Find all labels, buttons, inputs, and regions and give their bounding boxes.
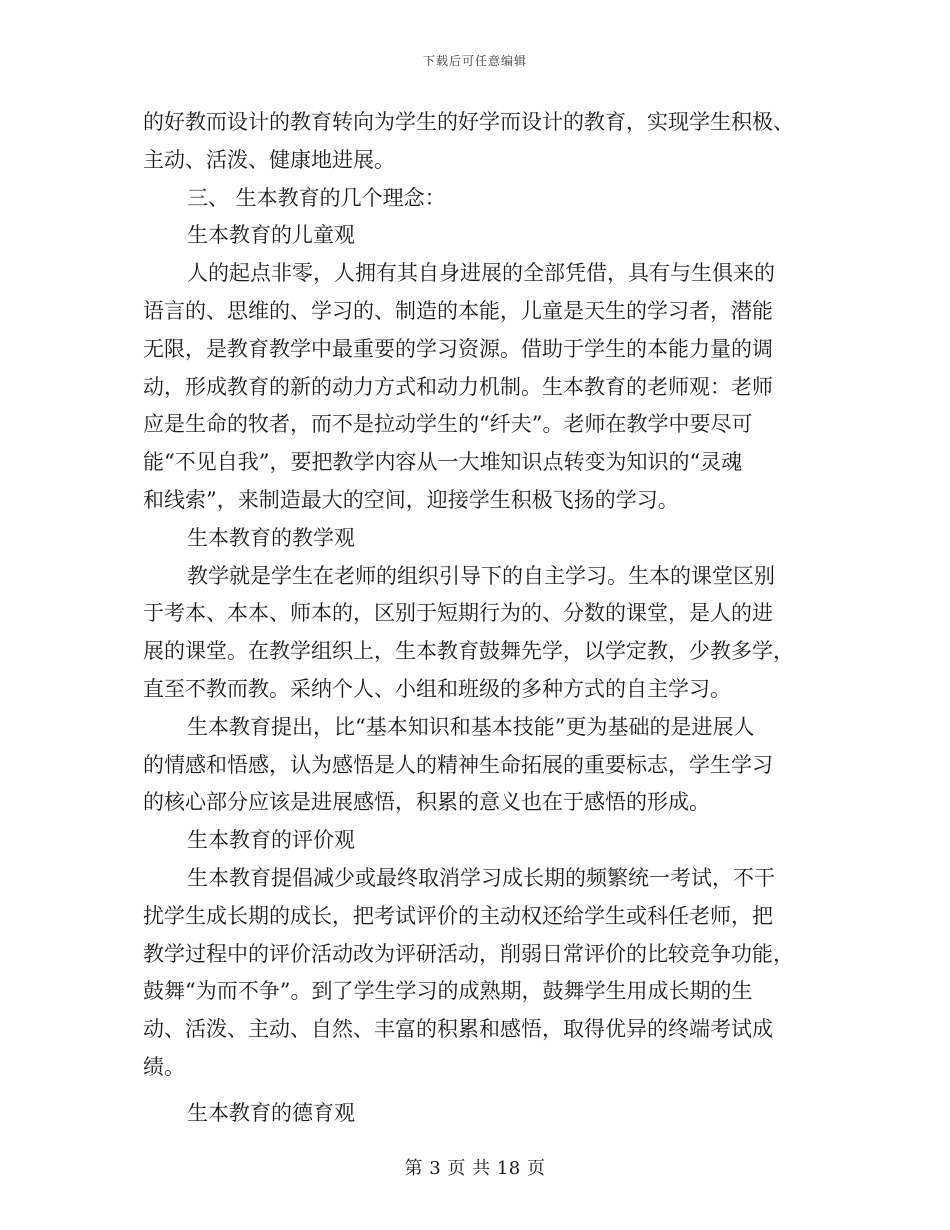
text-line: 展的课堂。在教学组织上，生本教育鼓舞先学，以学定教，少教多学， (143, 639, 794, 664)
text-line: 无限，是教育教学中最重要的学习资源。借助于学生的本能力量的调 (143, 336, 773, 361)
text-line: 教学过程中的评价活动改为评研活动，削弱日常评价的比较竞争功能， (143, 941, 794, 966)
text-line: 主动、活泼、健康地进展。 (143, 147, 395, 172)
text-line: 生本教育的评价观 (187, 828, 355, 853)
text-line: 教学就是学生在老师的组织引导下的自主学习。生本的课堂区别 (187, 563, 775, 588)
text-line: 的情感和悟感，认为感悟是人的精神生命拓展的重要标志，学生学习 (143, 752, 773, 777)
text-line: 于考本、本本、师本的，区别于短期行为的、分数的课堂，是人的进 (143, 601, 773, 626)
text-line: 生本教育的儿童观 (187, 223, 355, 248)
text-line: 三、 生本教育的几个理念： (187, 185, 446, 210)
page-number-footer: 第 3 页 共 18 页 (404, 1158, 546, 1179)
text-line: 直至不教而教。采纳个人、小组和班级的多种方式的自主学习。 (143, 676, 731, 701)
text-line: 能“不见自我”，要把教学内容从一大堆知识点转变为知识的“灵魂 (143, 450, 743, 475)
text-line: 生本教育提出，比“基本知识和基本技能”更为基础的是进展人 (187, 714, 755, 739)
text-line: 和线索”，来制造最大的空间，迎接学生积极飞扬的学习。 (143, 487, 679, 512)
paragraph-gap (143, 1087, 813, 1095)
text-line: 鼓舞“为而不争”。到了学生学习的成熟期，鼓舞学生用成长期的生 (143, 979, 753, 1004)
text-line: 绩。 (143, 1054, 185, 1079)
text-line: 生本教育的教学观 (187, 525, 355, 550)
text-line: 语言的、思维的、学习的、制造的本能，儿童是天生的学习者，潜能 (143, 298, 773, 323)
text-line: 人的起点非零，人拥有其自身进展的全部凭借，具有与生俱来的 (187, 261, 775, 286)
document-body (143, 104, 813, 1133)
text-line: 的核心部分应该是进展感悟，积累的意义也在于感悟的形成。 (143, 790, 710, 815)
text-line: 生本教育提倡减少或最终取消学习成长期的频繁统一考试，不干 (187, 865, 775, 890)
text-line: 的好教而设计的教育转向为学生的好学而设计的教育，实现学生积极、 (143, 110, 794, 134)
text-line: 扰学生成长期的成长，把考试评价的主动权还给学生或科任老师，把 (143, 903, 773, 928)
page-header: 下载后可任意编辑 (422, 54, 527, 68)
text-line: 应是生命的牧者，而不是拉动学生的“纤夫”。老师在教学中要尽可 (143, 412, 753, 437)
text-line: 生本教育的德育观 (187, 1100, 355, 1125)
text-line: 动，形成教育的新的动力方式和动力机制。生本教育的老师观：老师 (143, 374, 773, 399)
text-line: 动、活泼、主动、自然、丰富的积累和感悟，取得优异的终端考试成 (143, 1017, 773, 1042)
